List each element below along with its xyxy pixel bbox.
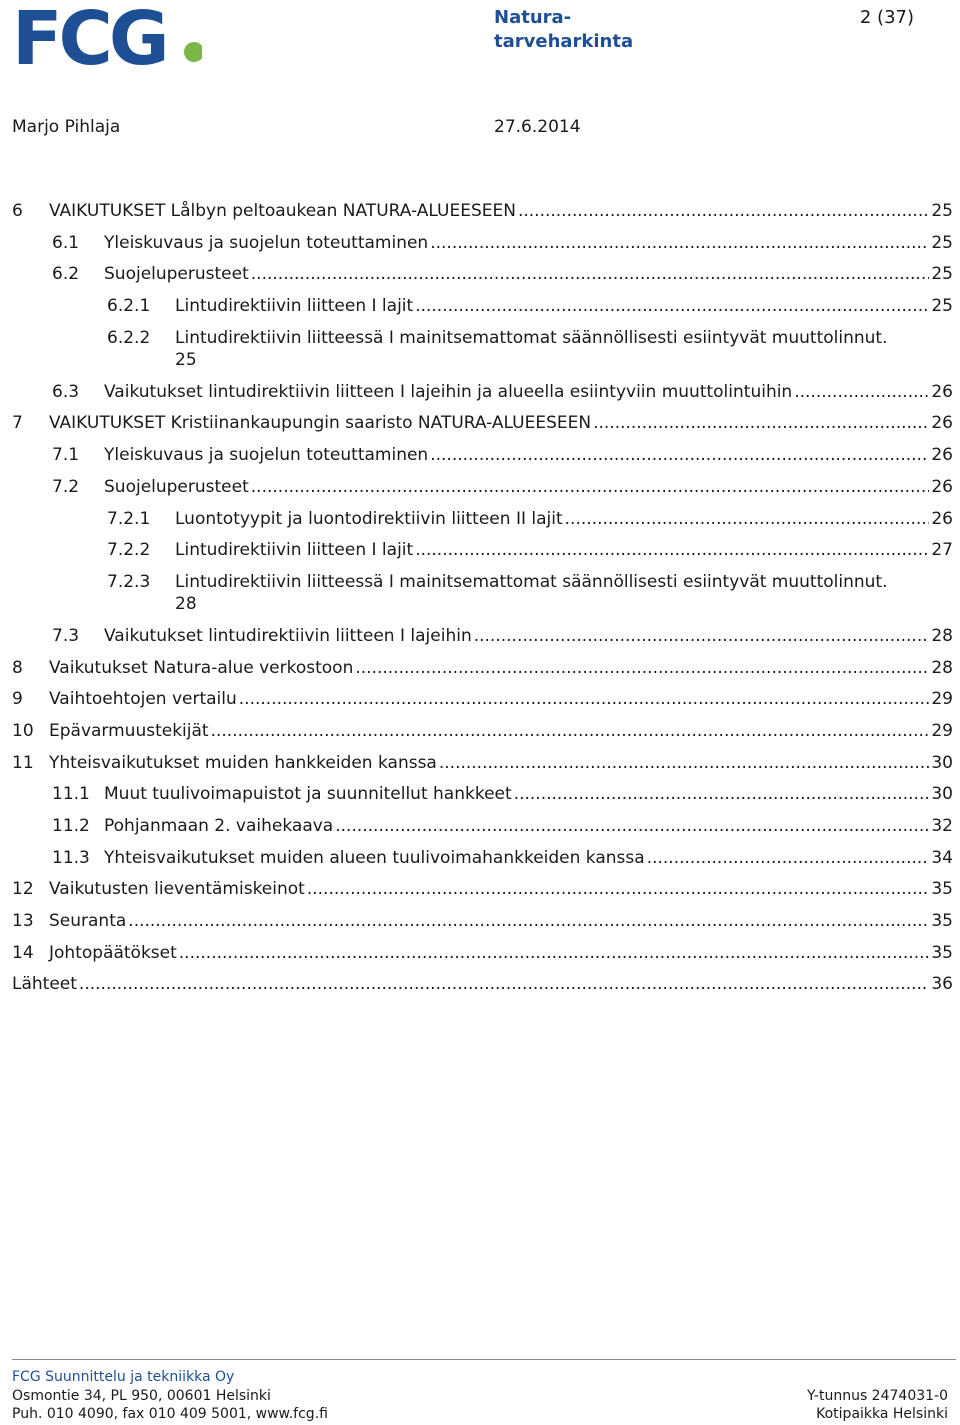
toc-entry[interactable]	[12, 878, 953, 910]
toc-entry-title: Suojeluperusteet	[104, 264, 249, 285]
toc-entry-title: Pohjanmaan 2. vaihekaava	[104, 816, 334, 836]
toc-entry-title: Suojeluperusteet	[104, 476, 249, 497]
document-title-line-2: tarveharkinta	[494, 31, 634, 52]
toc-entry-number: 10	[12, 720, 34, 741]
toc-leader-dots	[307, 878, 930, 900]
document-title-line-1: Natura-	[494, 7, 572, 28]
toc-entry-number: 11.3	[52, 847, 90, 868]
toc-entry-page: 25	[931, 264, 953, 285]
toc-entry-number: 8	[12, 657, 23, 678]
toc-entry-number: 6	[12, 201, 23, 221]
toc-entry[interactable]	[12, 571, 953, 625]
toc-entry[interactable]	[12, 783, 953, 815]
toc-leader-dots	[514, 783, 930, 805]
toc-entry[interactable]	[12, 476, 953, 508]
toc-entry-page: 26	[931, 445, 953, 466]
author-name: Marjo Pihlaja	[12, 117, 121, 137]
toc-leader-dots	[251, 476, 930, 498]
document-title	[494, 6, 633, 54]
toc-entry-page: 26	[931, 413, 953, 434]
toc-entry-page: 28	[931, 625, 953, 646]
toc-leader-dots	[79, 973, 929, 995]
toc-entry-title: Lintudirektiivin liitteen I lajit	[175, 296, 414, 317]
toc-leader-dots	[128, 910, 929, 932]
toc-entry-page: 35	[931, 911, 953, 932]
toc-entry-title: VAIKUTUKSET Lålbyn peltoaukean NATURA-ALUEESEEN	[49, 201, 516, 221]
toc-entry-page: 26	[931, 476, 953, 497]
toc-leader-dots	[179, 942, 930, 964]
toc-entry-page: 27	[931, 540, 953, 561]
toc-entry[interactable]	[12, 263, 953, 295]
document-date: 27.6.2014	[494, 117, 581, 137]
toc-entry-page: 25	[175, 349, 197, 370]
toc-entry-page: 35	[931, 879, 953, 900]
page-indicator: 2 (37)	[859, 7, 914, 28]
toc-entry-page: 26	[931, 508, 953, 529]
toc-entry-page: 36	[931, 974, 953, 995]
toc-leader-dots	[565, 508, 930, 530]
toc-entry-page: 35	[931, 942, 953, 963]
toc-entry[interactable]	[12, 295, 953, 327]
toc-leader-dots	[355, 657, 929, 679]
toc-entry-title: Vaihtoehtojen vertailu	[49, 689, 237, 710]
toc-entry-page: 32	[931, 816, 953, 836]
toc-entry[interactable]	[12, 508, 953, 540]
toc-leader-dots	[593, 412, 929, 434]
toc-entry[interactable]	[12, 657, 953, 689]
toc-entry[interactable]	[12, 381, 953, 413]
footer-company: FCG Suunnittelu ja tekniikka Oy	[12, 1369, 235, 1385]
toc-entry-title: Epävarmuustekijät	[49, 720, 209, 741]
toc-entry[interactable]	[12, 200, 953, 232]
fcg-logo-dot	[184, 42, 202, 62]
toc-entry[interactable]	[12, 752, 953, 784]
toc-entry-number: 11.1	[52, 784, 90, 805]
toc-entry[interactable]	[12, 444, 953, 476]
toc-leader-dots	[439, 752, 930, 774]
toc-entry[interactable]	[12, 973, 953, 1005]
toc-entry-number: 13	[12, 911, 34, 932]
toc-entry-page: 29	[931, 720, 953, 741]
fcg-logo-text: FCG	[12, 6, 166, 68]
toc-leader-dots	[335, 815, 929, 837]
toc-entry-number: 7.1	[52, 445, 80, 466]
footer-domicile: Kotipaikka Helsinki	[816, 1406, 948, 1422]
toc-entry[interactable]	[12, 847, 953, 879]
toc-entry-page: 25	[931, 296, 953, 317]
toc-entry-title: Lähteet	[12, 974, 77, 995]
toc-entry-page: 28	[175, 593, 197, 614]
toc-entry-number: 11.2	[52, 816, 90, 836]
footer-phone: Puh. 010 4090, fax 010 409 5001, www.fcg.fi	[12, 1406, 328, 1422]
toc-entry[interactable]	[12, 412, 953, 444]
toc-entry-page: 28	[931, 657, 953, 678]
toc-entry-title: Yleiskuvaus ja suojelun toteuttaminen	[104, 232, 429, 253]
toc-entry-page: 25	[931, 201, 953, 221]
toc-leader-dots	[211, 720, 930, 742]
toc-entry-page: 30	[931, 752, 953, 773]
toc-entry-number: 7.2.3	[107, 571, 151, 592]
fcg-logo	[12, 6, 202, 68]
toc-entry[interactable]	[12, 910, 953, 942]
toc-entry-page: 34	[931, 847, 953, 868]
toc-entry-title: Yhteisvaikutukset muiden alueen tuulivoimahankkeiden kanssa	[104, 847, 645, 868]
toc-leader-dots	[474, 625, 930, 647]
toc-entry-page: 26	[931, 381, 953, 402]
toc-entry-number: 11	[12, 752, 34, 773]
toc-entry-title: Johtopäätökset	[49, 942, 177, 963]
toc-entry-number: 7.2	[52, 476, 80, 497]
toc-entry-title: Yleiskuvaus ja suojelun toteuttaminen	[104, 445, 429, 466]
toc-entry[interactable]	[12, 327, 953, 381]
toc-entry-number: 9	[12, 689, 23, 710]
toc-entry-title: Muut tuulivoimapuistot ja suunnitellut hankkeet	[104, 784, 512, 805]
toc-entry-title: Vaikutusten lieventämiskeinot	[49, 879, 305, 900]
toc-entry-title: Vaikutukset lintudirektiivin liitteen I lajeihin ja alueella esiintyviin muuttolintuihin	[104, 381, 793, 402]
toc-entry[interactable]	[12, 688, 953, 720]
toc-entry-page: 30	[931, 784, 953, 805]
toc-entry[interactable]	[12, 815, 953, 847]
toc-entry-number: 6.1	[52, 232, 80, 253]
toc-entry-title: Luontotyypit ja luontodirektiivin liitteen II lajit	[175, 508, 563, 529]
toc-entry-number: 12	[12, 879, 34, 900]
toc-leader-dots	[430, 232, 929, 254]
toc-entry-number: 6.3	[52, 381, 80, 402]
toc-entry-page: 25	[931, 232, 953, 253]
footer-business-id: Y-tunnus 2474031-0	[807, 1388, 948, 1404]
toc-entry-number: 6.2.2	[107, 327, 151, 348]
toc-leader-dots	[430, 444, 929, 466]
toc-entry-number: 7	[12, 413, 23, 434]
toc-leader-dots	[794, 381, 929, 403]
footer-address: Osmontie 34, PL 950, 00601 Helsinki	[12, 1388, 271, 1404]
footer-divider	[12, 1359, 956, 1360]
toc-leader-dots	[251, 263, 930, 285]
toc-entry-title: Seuranta	[49, 911, 127, 932]
toc-entry-number: 7.2.2	[107, 540, 151, 561]
toc-entry[interactable]	[12, 942, 953, 974]
toc-leader-dots	[647, 847, 930, 869]
toc-leader-dots	[415, 295, 929, 317]
toc-entry[interactable]	[12, 720, 953, 752]
toc-entry-title: Vaikutukset lintudirektiivin liitteen I lajeihin	[104, 625, 472, 646]
toc-entry-number: 14	[12, 942, 34, 963]
toc-entry-number: 7.3	[52, 625, 80, 646]
toc-entry-title: Lintudirektiivin liitteessä I mainitsemattomat säännöllisesti esiintyvät muuttolinnut.	[175, 571, 888, 592]
toc-entry-title: Lintudirektiivin liitteen I lajit	[175, 540, 414, 561]
toc-leader-dots	[239, 688, 930, 710]
toc-entry-title: Vaikutukset Natura-alue verkostoon	[49, 657, 354, 678]
toc-entry-title: VAIKUTUKSET Kristiinankaupungin saaristo NATURA-ALUEESEEN	[49, 413, 592, 434]
toc-entry-title: Yhteisvaikutukset muiden hankkeiden kanssa	[49, 752, 437, 773]
table-of-contents	[12, 200, 953, 1005]
toc-entry[interactable]	[12, 539, 953, 571]
toc-entry-number: 6.2.1	[107, 296, 151, 317]
toc-entry[interactable]	[12, 232, 953, 264]
toc-entry-number: 7.2.1	[107, 508, 151, 529]
toc-entry-page: 29	[931, 689, 953, 710]
toc-entry-number: 6.2	[52, 264, 80, 285]
toc-entry-title: Lintudirektiivin liitteessä I mainitsemattomat säännöllisesti esiintyvät muuttolinnut.	[175, 327, 888, 348]
toc-leader-dots	[518, 200, 929, 222]
toc-leader-dots	[415, 539, 929, 561]
toc-entry[interactable]	[12, 625, 953, 657]
